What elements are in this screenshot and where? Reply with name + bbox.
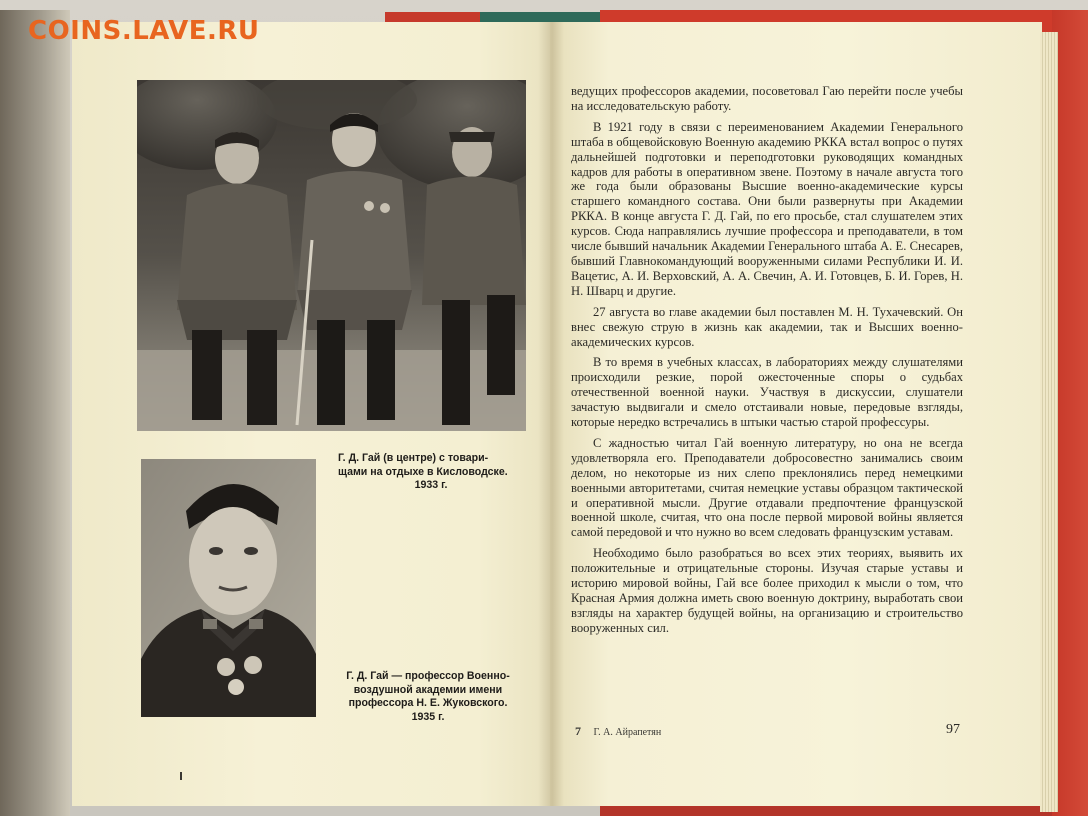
- portrait-photo-caption: [334, 670, 522, 724]
- caption-bottom-line1: Г. Д. Гай — профессор Военно-: [346, 670, 510, 682]
- footer-author: Г. А. Айрапетян: [593, 727, 662, 738]
- paragraph-1: ведущих профессоров академии, посоветовал Гаю перейти после учебы на исследовательскую работу.: [571, 84, 963, 113]
- book-gutter: [538, 22, 564, 806]
- watermark-text: COINS.LAVE.RU: [28, 16, 260, 46]
- portrait-photo: [141, 459, 316, 717]
- page-number: 97: [946, 722, 960, 737]
- group-photo-image: [137, 80, 526, 431]
- caption-top-line1: Г. Д. Гай (в центре) с товари-: [338, 452, 489, 464]
- caption-bottom-line3: профессора Н. Е. Жуковского.: [348, 697, 508, 710]
- paragraph-6: Необходимо было разобраться во всех этих теориях, выявить их положительные и отрицательные стороны. Изучая старые уставы и историю мировой войны, Гай все более приходил к мысли о том, что Красная Армия должна иметь свою военную доктрину, выработать свои взгляды на характер будущей войны, на организацию и строительство вооруженных сил.: [571, 546, 963, 635]
- footer-signature-mark: 7: [575, 724, 581, 738]
- group-photo-caption: [338, 452, 524, 493]
- paragraph-4: В то время в учебных классах, в лабораториях между слушателями происходили резкие, порой ожесточенные споры о судьбах отечественной военной науки. Участвуя в дискуссии, слушатели зачастую выдвигали и смело отстаивали новые, передовые взгляды, которые нередко встречались в штыки частью старой профессуры.: [571, 355, 963, 430]
- caption-top-line2: щами на отдыхе в Кисловодске.: [338, 465, 508, 478]
- page-edges: [1040, 32, 1058, 812]
- right-page-body-text: [571, 84, 963, 642]
- caption-top-year: 1933 г.: [414, 479, 448, 492]
- paragraph-5: С жадностью читал Гай военную литературу, но она не всегда удовлетворяла его. Преподаватели добросовестно занимались своим делом, но некоторые из них слепо преклонялись перед немецкими военными авторитетами, считая немецкие уставы образцом тактической и оперативной мысли. Другие отдавали предпочтение французской военной школе, считая, что она после первой мировой войны является самой передовой и что нужно во всем следовать французским уставам.: [571, 435, 963, 540]
- book-cover-left-edge: [0, 10, 70, 816]
- caption-bottom-year: 1935 г.: [411, 710, 445, 723]
- caption-bottom-line2: воздушной академии имени: [353, 683, 503, 696]
- paragraph-2: В 1921 году в связи с переименованием Академии Генерального штаба в общевойсковую Военную академию РККА встал вопрос о путях дальнейшей подготовки и переподготовки руководящих командных кадров для работы в оперативном звене. Поэтому в начале августа того же года были образованы Высшие военно-академические курсы старшего командного состава. Они были развернуты при Академии РККА. В конце августа Г. Д. Гай, по его просьбе, стал слушателем этих курсов. Сюда направлялись лучшие профессора и преподаватели, в том числе бывший начальник Академии Генерального штаба А. Е. Снесарев, бывший Главнокомандующий вооруженными силами Республики И. И. Вацетис, А. И. Верховский, А. А. Свечин, А. И. Готовцев, Б. И. Горев, Н. Н. Шварц и другие.: [571, 119, 963, 298]
- group-photo: [137, 80, 526, 431]
- page-mark: [180, 772, 182, 780]
- paragraph-3: 27 августа во главе академии был поставлен М. Н. Тухачевский. Он внес свежую струю в жизнь как академии, так и Высших военно-академических курсов.: [571, 304, 963, 349]
- page-footer: [575, 724, 661, 739]
- portrait-photo-image: [141, 459, 316, 717]
